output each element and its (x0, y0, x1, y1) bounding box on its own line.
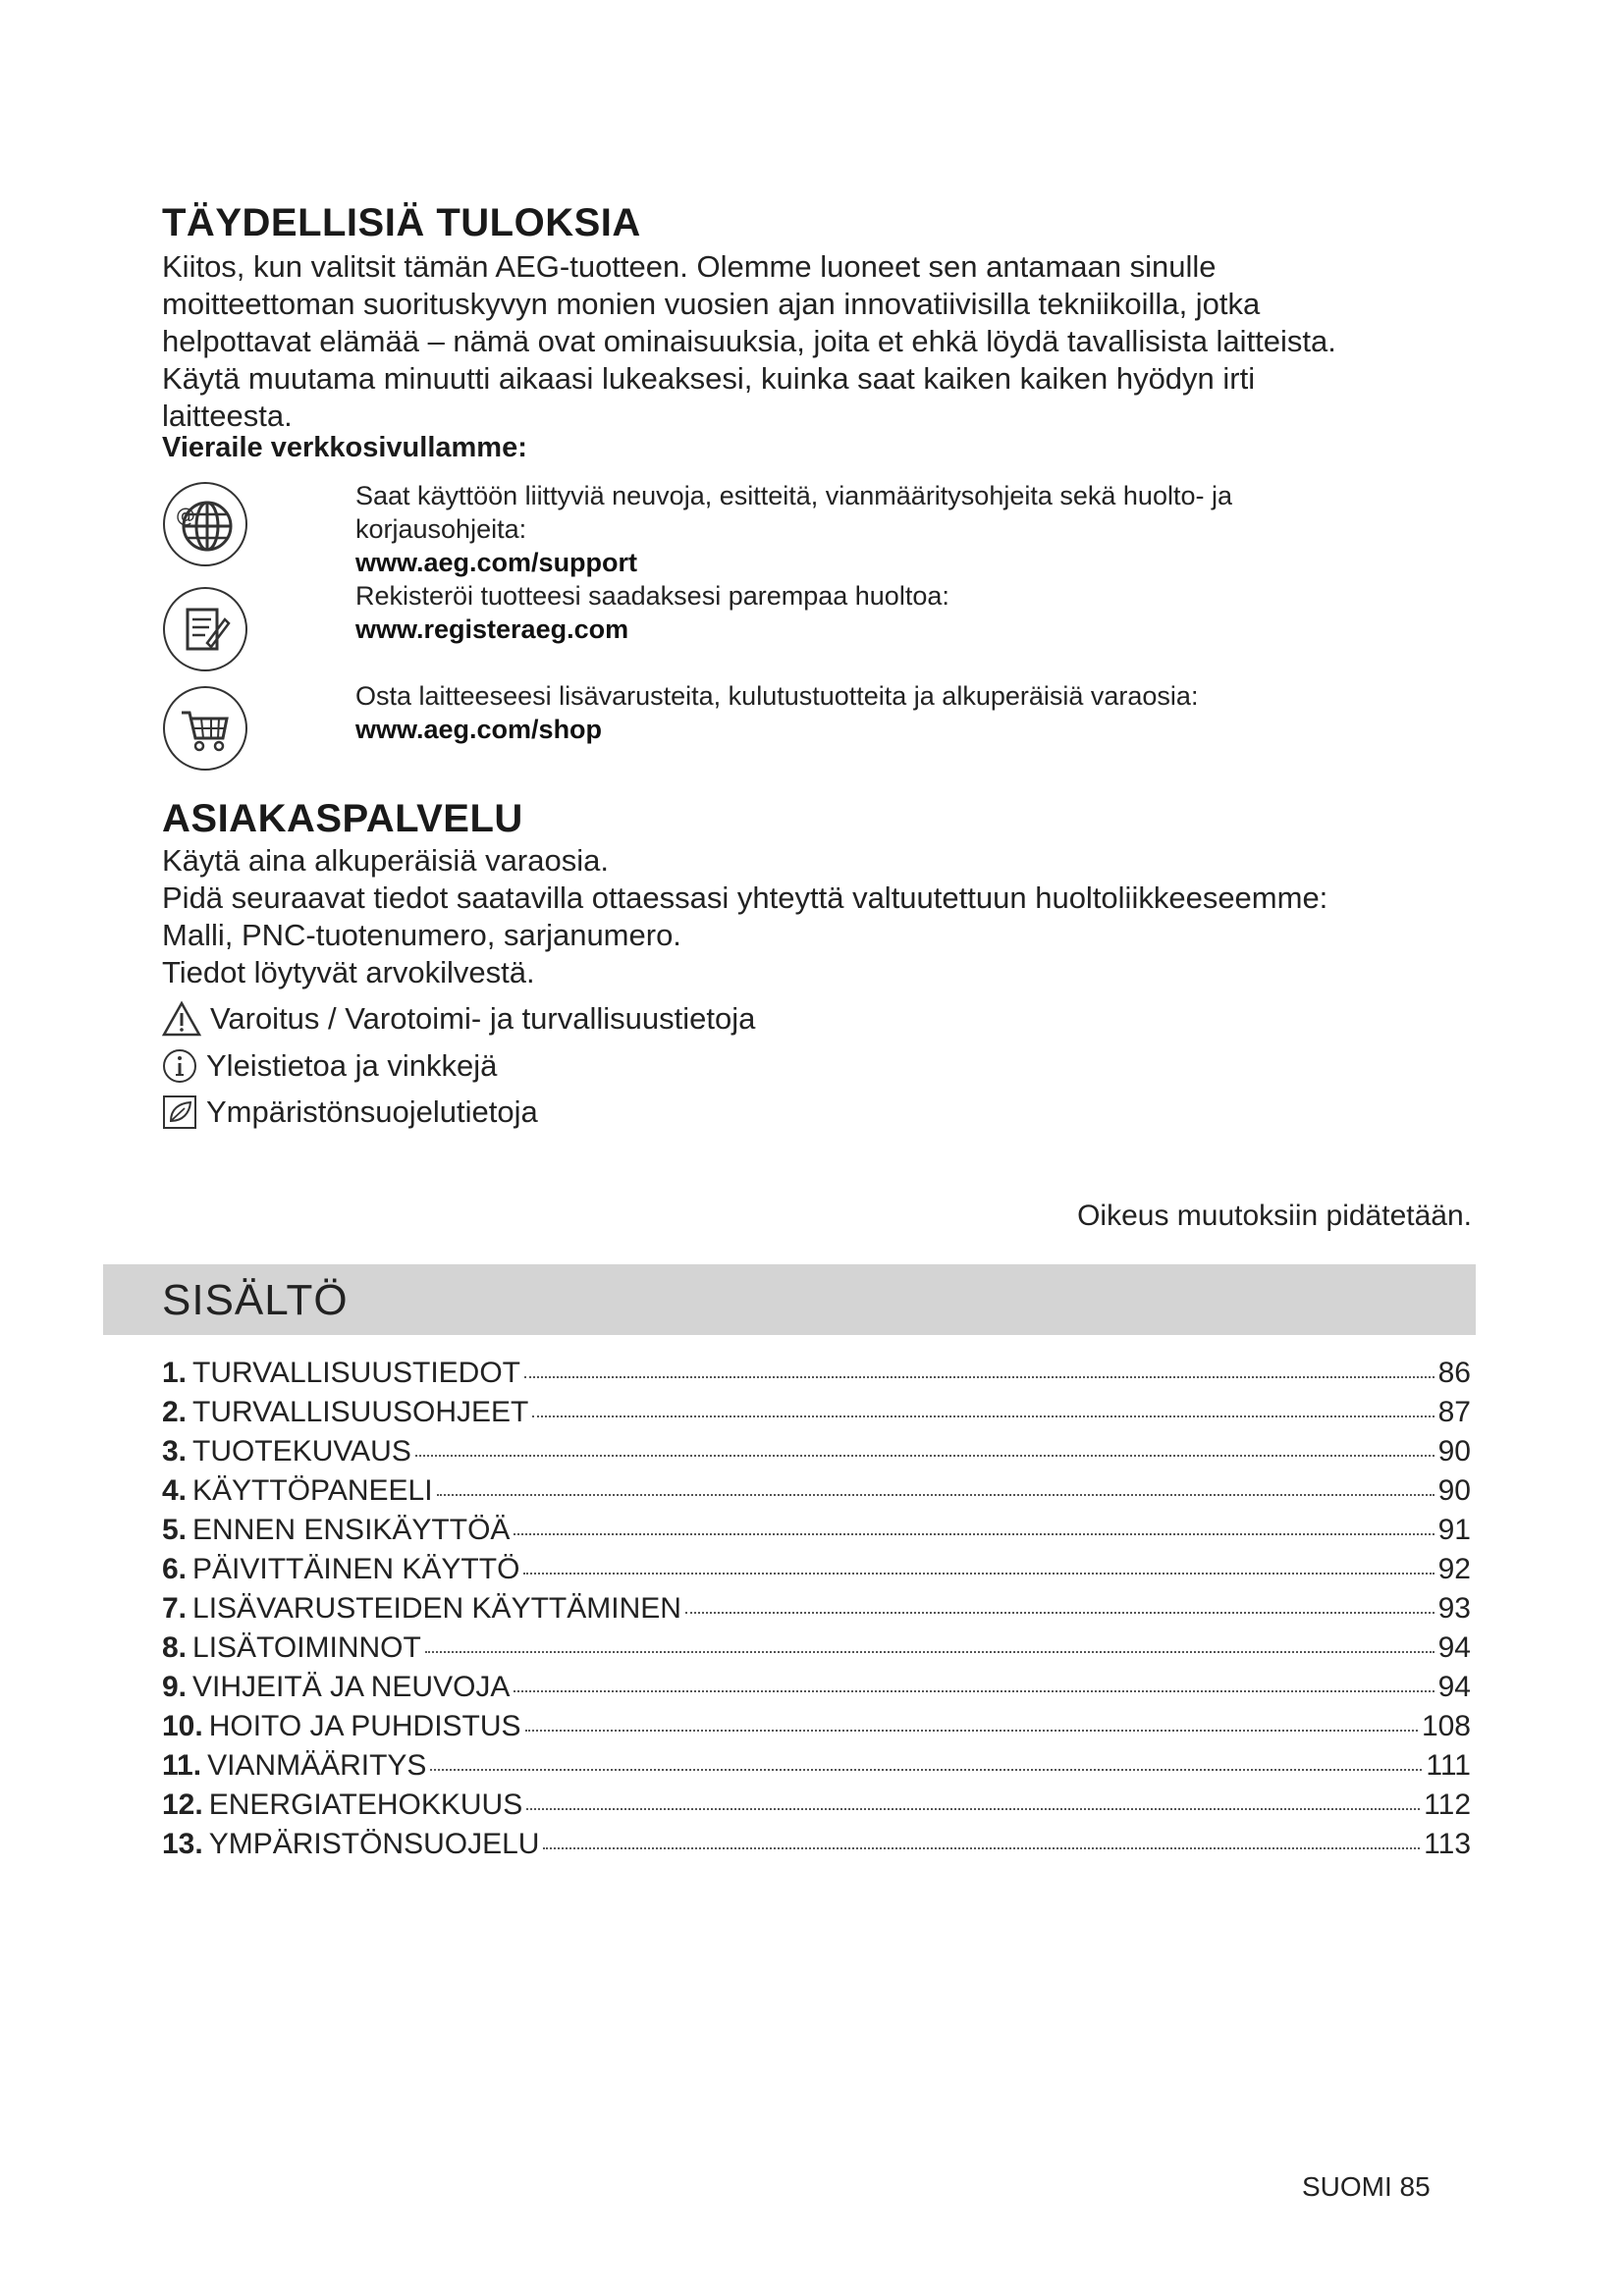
toc-item[interactable] (162, 1710, 1471, 1749)
legend-environment-label: Ympäristönsuojelutietoja (206, 1095, 538, 1129)
toc-item[interactable] (162, 1396, 1471, 1435)
toc-label: TURVALLISUUSTIEDOT (192, 1357, 520, 1389)
toc-label: LISÄVARUSTEIDEN KÄYTTÄMINEN (192, 1592, 681, 1625)
toc-item[interactable] (162, 1474, 1471, 1514)
visit-label: Vieraile verkkosivullamme: (162, 432, 527, 463)
toc-page: 87 (1437, 1396, 1471, 1428)
intro-title: TÄYDELLISIÄ TULOKSIA (162, 201, 641, 244)
toc-item[interactable] (162, 1828, 1471, 1867)
legend-warning (161, 999, 755, 1039)
cart-icon (162, 685, 248, 772)
toc-leader (425, 1651, 1435, 1653)
service-title: ASIAKASPALVELU (162, 797, 523, 840)
legend-environment (161, 1093, 538, 1132)
toc-item[interactable] (162, 1514, 1471, 1553)
toc-leader (685, 1612, 1435, 1614)
info-icon (161, 1047, 198, 1085)
toc-label: YMPÄRISTÖNSUOJELU (208, 1828, 540, 1860)
toc-label: KÄYTTÖPANEELI (192, 1474, 433, 1507)
page-number: SUOMI 85 (1302, 2171, 1431, 2202)
shop-link-block (355, 679, 1475, 746)
intro-line: moitteettoman suorituskyvyn monien vuosien ajan innovatiivisilla tekniikoilla, jotka (162, 287, 1261, 321)
environment-icon (161, 1094, 198, 1131)
service-line: Pidä seuraavat tiedot saatavilla ottaessasi yhteyttä valtuutettuun huoltoliikkeeseemme: (162, 881, 1328, 915)
toc-label: TURVALLISUUSOHJEET (192, 1396, 529, 1428)
register-description: Rekisteröi tuotteesi saadaksesi parempaa huoltoa: (355, 581, 949, 611)
intro-line: laitteesta. (162, 399, 293, 433)
legend-info (161, 1046, 497, 1086)
toc-leader (524, 1376, 1435, 1378)
toc-item[interactable] (162, 1789, 1471, 1828)
intro-line: Käytä muutama minuutti aikaasi lukeaksesi, kuinka saat kaiken kaiken hyödyn irti (162, 361, 1256, 396)
intro-line: helpottavat elämää – nämä ovat ominaisuuksia, joita et ehkä löydä tavallisista laitteista. (162, 324, 1336, 358)
support-link-block (355, 479, 1475, 579)
toc-leader (525, 1730, 1418, 1732)
service-line: Käytä aina alkuperäisiä varaosia. (162, 843, 609, 878)
support-description: Saat käyttöön liittyviä neuvoja, esitteitä, vianmääritysohjeita sekä huolto- ja (355, 481, 1232, 510)
toc-page: 113 (1424, 1828, 1471, 1860)
toc-leader (532, 1415, 1434, 1417)
toc-number: 8. (162, 1631, 188, 1664)
disclaimer: Oikeus muutoksiin pidätetään. (1077, 1200, 1472, 1232)
shop-description: Osta laitteeseesi lisävarusteita, kulutustuotteita ja alkuperäisiä varaosia: (355, 681, 1199, 711)
toc-page: 91 (1437, 1514, 1471, 1546)
toc-item[interactable] (162, 1553, 1471, 1592)
toc-page: 94 (1437, 1631, 1471, 1664)
toc-label: LISÄTOIMINNOT (192, 1631, 421, 1664)
service-paragraph (162, 842, 1478, 991)
support-description-cont: korjausohjeita: (355, 514, 527, 544)
svg-text:@: @ (176, 504, 195, 527)
legend-info-label: Yleistietoa ja vinkkejä (206, 1048, 498, 1083)
toc-page: 112 (1424, 1789, 1471, 1821)
globe-icon (162, 481, 248, 567)
toc-number: 3. (162, 1435, 188, 1468)
toc-leader (437, 1494, 1435, 1496)
toc-item[interactable] (162, 1671, 1471, 1710)
toc-list (162, 1357, 1471, 1867)
toc-number: 7. (162, 1592, 188, 1625)
toc-number: 9. (162, 1671, 188, 1703)
toc-leader (543, 1847, 1420, 1849)
toc-leader (430, 1769, 1422, 1771)
toc-number: 2. (162, 1396, 188, 1428)
toc-number: 13. (162, 1828, 203, 1860)
toc-leader (523, 1573, 1434, 1575)
toc-page: 86 (1437, 1357, 1471, 1389)
toc-item[interactable] (162, 1435, 1471, 1474)
toc-label: PÄIVITTÄINEN KÄYTTÖ (192, 1553, 520, 1585)
toc-item[interactable] (162, 1357, 1471, 1396)
toc-label: HOITO JA PUHDISTUS (208, 1710, 521, 1742)
legend-warning-label: Varoitus / Varotoimi- ja turvallisuustietoja (210, 1001, 756, 1036)
toc-page: 108 (1421, 1710, 1471, 1742)
toc-number: 4. (162, 1474, 188, 1507)
toc-label: VIHJEITÄ JA NEUVOJA (192, 1671, 511, 1703)
toc-leader (514, 1690, 1434, 1692)
toc-label: TUOTEKUVAUS (192, 1435, 411, 1468)
toc-label: VIANMÄÄRITYS (207, 1749, 427, 1782)
shop-url[interactable]: www.aeg.com/shop (355, 715, 603, 744)
toc-page: 90 (1437, 1435, 1471, 1468)
toc-leader (415, 1455, 1435, 1457)
toc-number: 11. (162, 1749, 202, 1782)
register-link-block (355, 579, 1475, 646)
toc-leader (526, 1808, 1420, 1810)
intro-line: Kiitos, kun valitsit tämän AEG-tuotteen. Olemme luoneet sen antamaan sinulle (162, 249, 1217, 284)
toc-page: 92 (1437, 1553, 1471, 1585)
support-url[interactable]: www.aeg.com/support (355, 548, 638, 577)
register-icon (162, 586, 248, 672)
toc-item[interactable] (162, 1592, 1471, 1631)
toc-number: 1. (162, 1357, 188, 1389)
warning-icon (161, 1000, 202, 1038)
intro-paragraph (162, 248, 1478, 435)
toc-page: 90 (1437, 1474, 1471, 1507)
toc-label: ENNEN ENSIKÄYTTÖÄ (192, 1514, 511, 1546)
toc-number: 12. (162, 1789, 203, 1821)
toc-page: 94 (1437, 1671, 1471, 1703)
toc-label: ENERGIATEHOKKUUS (208, 1789, 523, 1821)
toc-page: 111 (1426, 1749, 1471, 1782)
toc-page: 93 (1437, 1592, 1471, 1625)
toc-leader (514, 1533, 1434, 1535)
toc-number: 10. (162, 1710, 203, 1742)
register-url[interactable]: www.registeraeg.com (355, 614, 629, 644)
toc-number: 5. (162, 1514, 188, 1546)
toc-item[interactable] (162, 1631, 1471, 1671)
toc-title: SISÄLTÖ (162, 1276, 349, 1324)
toc-item[interactable] (162, 1749, 1471, 1789)
toc-number: 6. (162, 1553, 188, 1585)
service-line: Malli, PNC-tuotenumero, sarjanumero. (162, 918, 681, 952)
service-line: Tiedot löytyvät arvokilvestä. (162, 955, 535, 989)
